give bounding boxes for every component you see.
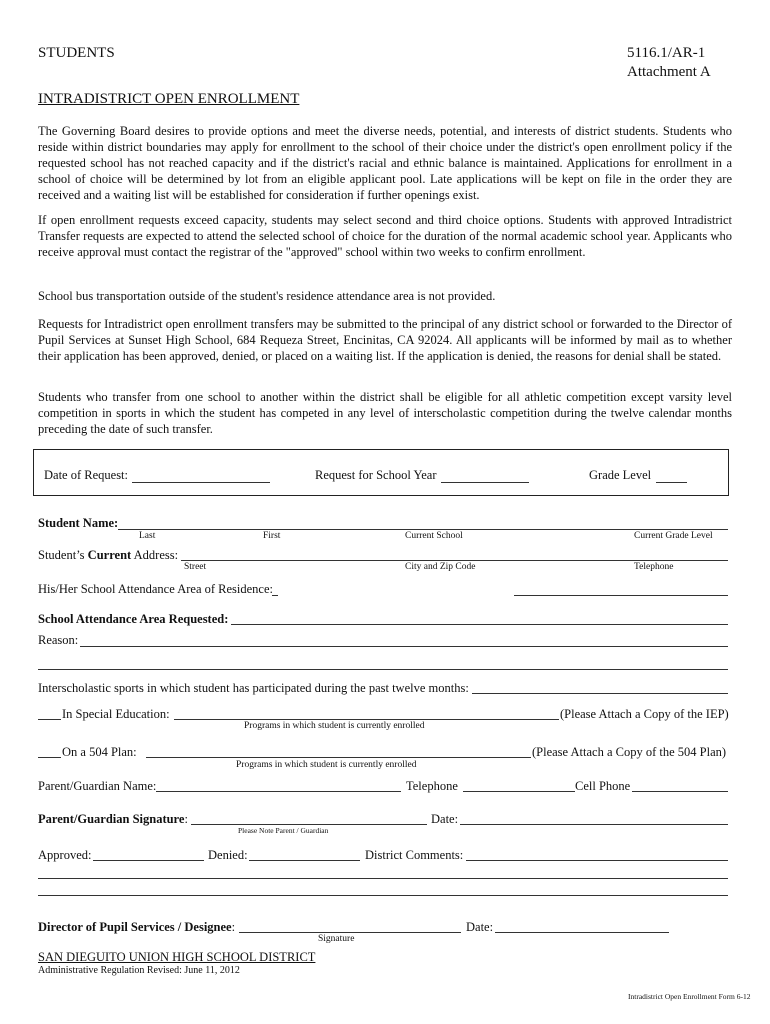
telephone-field[interactable]	[463, 791, 575, 792]
sports-field[interactable]	[472, 693, 728, 694]
caption-telephone: Telephone	[634, 562, 674, 572]
policy-paragraph-4: Requests for Intradistrict open enrollment transfers may be submitted to the principal of any district school or forwarded to the Director of Pupil Services at Sunset High School, 684 Requeza Street, Encinitas, CA 92024. All applicants will be informed by mail as to whether their application has been approved, denied, or placed on a waiting list. If the application is denied, the reasons for denial shall be stated.	[38, 317, 732, 363]
director-signature-caption: Signature	[318, 934, 355, 944]
district-comments-field-3[interactable]	[38, 895, 728, 896]
school-year-field[interactable]	[441, 482, 529, 483]
plan-504-field[interactable]	[146, 757, 531, 758]
telephone-label: Telephone	[406, 779, 458, 793]
special-ed-check[interactable]	[38, 719, 61, 720]
special-ed-caption: Programs in which student is currently enrolled	[244, 721, 425, 731]
policy-paragraph-1: The Governing Board desires to provide options and meet the diverse needs, potential, and interests of district students. Students who reside within district boundaries may apply for enrollment to the school of their choice under the district's open enrollment policy if the requested school has not reached capacity and if the district's racial and ethnic balance is maintained. Applications for enrollment in a school of choice will be determined by lot from an eligible applicant pool. Late applications will be kept on file in the order they are received and a waiting list will be established for consideration if further openings exist.	[38, 124, 732, 202]
reason-label: Reason:	[38, 633, 79, 647]
revision-note: Administrative Regulation Revised: June 11, 2012	[38, 965, 240, 976]
caption-last: Last	[139, 531, 156, 541]
student-name-label: Student Name:	[38, 516, 119, 530]
director-date-field[interactable]	[495, 932, 669, 933]
director-signature-field[interactable]	[239, 932, 461, 933]
residence-area-field[interactable]	[272, 595, 278, 596]
district-comments-field[interactable]	[466, 860, 728, 861]
parent-name-field[interactable]	[156, 791, 401, 792]
special-ed-field[interactable]	[174, 719, 559, 720]
address-field[interactable]	[181, 560, 728, 561]
special-ed-note: (Please Attach a Copy of the IEP)	[560, 707, 729, 721]
district-comments-field-2[interactable]	[38, 878, 728, 879]
date-of-request-label: Date of Request:	[44, 468, 129, 482]
residence-area-label: His/Her School Attendance Area of Residence:	[38, 582, 273, 596]
plan-504-label: On a 504 Plan:	[62, 745, 137, 759]
school-year-label: Request for School Year	[315, 468, 437, 482]
policy-paragraph-3: School bus transportation outside of the student's residence attendance area is not provided.	[38, 289, 496, 303]
approved-field[interactable]	[93, 860, 204, 861]
parent-date-field[interactable]	[460, 824, 728, 825]
policy-paragraph-2: If open enrollment requests exceed capacity, students may select second and third choice options. Students with approved Intradistrict Transfer requests are expected to attend the selected school of choice for the duration of the normal academic school year. Applicants who receive approval must contact the registrar of the "approved" school within two weeks to confirm enrollment.	[38, 213, 732, 259]
plan-504-check[interactable]	[38, 757, 61, 758]
director-label: Director of Pupil Services / Designee:	[38, 920, 236, 934]
attachment-label: Attachment A	[627, 64, 711, 80]
date-of-request-field[interactable]	[132, 482, 270, 483]
parent-date-label: Date:	[431, 812, 459, 826]
residence-area-field-2[interactable]	[514, 595, 728, 596]
denied-label: Denied:	[208, 848, 248, 862]
district-comments-label: District Comments:	[365, 848, 464, 862]
director-date-label: Date:	[466, 920, 494, 934]
form-id: Intradistrict Open Enrollment Form 6-12	[628, 992, 751, 1001]
caption-first: First	[263, 531, 281, 541]
section-label: STUDENTS	[38, 45, 115, 61]
parent-signature-note: Please Note Parent / Guardian	[238, 826, 329, 835]
page-title: INTRADISTRICT OPEN ENROLLMENT	[38, 91, 300, 107]
approved-label: Approved:	[38, 848, 92, 862]
grade-level-label: Grade Level	[589, 468, 652, 482]
district-name: SAN DIEGUITO UNION HIGH SCHOOL DISTRICT	[38, 950, 316, 964]
plan-504-note: (Please Attach a Copy of the 504 Plan)	[532, 745, 727, 759]
caption-city-zip: City and Zip Code	[405, 562, 476, 572]
area-requested-field[interactable]	[231, 624, 728, 625]
regulation-code: 5116.1/AR-1	[627, 45, 706, 61]
area-requested-label: School Attendance Area Requested:	[38, 612, 229, 626]
parent-signature-label: Parent/Guardian Signature:	[38, 812, 188, 826]
cell-phone-field[interactable]	[632, 791, 728, 792]
policy-paragraph-5: Students who transfer from one school to another within the district shall be eligible for all athletic competition except varsity level competition in sports in which the student has competed in any level of interscholastic competition during the twelve calendar months preceding the date of such transfer.	[38, 390, 732, 436]
student-name-field[interactable]	[118, 529, 728, 530]
parent-signature-field[interactable]	[191, 824, 427, 825]
sports-label: Interscholastic sports in which student has participated during the past twelve months:	[38, 681, 469, 695]
caption-current-grade: Current Grade Level	[634, 531, 713, 541]
parent-name-label: Parent/Guardian Name:	[38, 779, 157, 793]
special-ed-label: In Special Education:	[62, 707, 170, 721]
reason-field-2[interactable]	[38, 669, 728, 670]
grade-level-field[interactable]	[656, 482, 687, 483]
cell-phone-label: Cell Phone	[575, 779, 631, 793]
address-label: Student’s Current Address:	[38, 548, 179, 562]
caption-street: Street	[184, 562, 207, 572]
plan-504-caption: Programs in which student is currently enrolled	[236, 760, 417, 770]
reason-field[interactable]	[80, 646, 728, 647]
denied-field[interactable]	[249, 860, 360, 861]
caption-current-school: Current School	[405, 531, 463, 541]
